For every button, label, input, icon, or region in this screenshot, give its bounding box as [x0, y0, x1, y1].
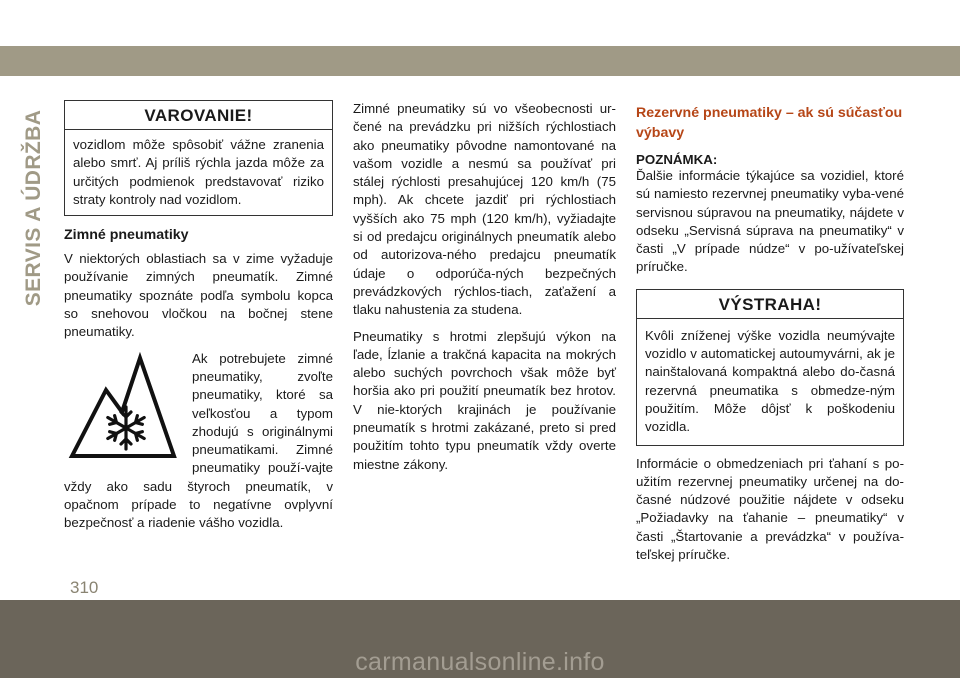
paragraph-winter-usage: Ak potrebujete zimné pneumatiky, zvoľte pneumatiky, ktoré sa veľkosťou a typom zhodujú s originálnymi pneumatikami. Zimné pneumatiky použí-vajte vždy ako sadu štyroch pneumatík, v opačnom prípade to negatívne ovplyvní bezpečnosť a riadenie vášho vozidla. [64, 350, 333, 531]
caution-box [636, 289, 904, 446]
watermark-text: carmanualsonline.info [355, 648, 605, 676]
winter-tire-symbol-block [64, 350, 333, 533]
paragraph-winter-intro: V niektorých oblastiach sa v zime vyžaduje používanie zimných pneumatík. Zimné pneumatiky spoznáte podľa symbolu kopca so snehovou vločkou na bočnej stene pneumatiky. [64, 251, 333, 340]
column-right [636, 103, 904, 564]
warning-text: vozidlom môže spôsobiť vážne zranenia alebo smrť. Aj príliš rýchla jazda môže za určitých podmienok predstavovať riziko straty kontroly nad vozidlom. [73, 137, 324, 207]
paragraph-towing-spare: Informácie o obmedzeniach pri ťahaní s po-užitím rezervnej pneumatiky určenej na do-časné núdzové použitie nájdete v odseku „Požiadavky na ťahanie – pneumatiky“ v časti „Štartovanie a prevádzka“ v používa-teľskej príručke. [636, 455, 904, 563]
header-band [0, 46, 960, 76]
note-label: POZNÁMKA: [636, 152, 718, 167]
mountain-snowflake-icon [66, 352, 178, 462]
warning-title: VAROVANIE! [65, 101, 332, 130]
column-left [64, 100, 333, 533]
section-heading-winter-tires: Zimné pneumatiky [64, 227, 189, 244]
note-text: Ďalšie informácie týkajúce sa vozidiel, ktoré sú namiesto rezervnej pneumatiky vyba-vené servisnou súpravou na pneumatiky, nájdete v odseku „Servisná súprava na pneumatiky“ v časti „V prípade núdze“ v po-užívateľskej príručke. [636, 168, 904, 275]
paragraph-studded-tires: Pneumatiky s hrotmi zlepšujú výkon na ľade, ĺzlanie a trakčná kapacita na mokrých alebo suchých povrchoch však môže byť horšia ako pri použití pneumatík bez hrotov. V nie-ktorých krajinách je používanie pneumatík s hrotmi zakázané, preto si pred použitím tohto typu pneumatík vždy overte miestne zákony. [353, 328, 616, 472]
chapter-side-label [14, 100, 54, 315]
caution-title: VÝSTRAHA! [637, 290, 903, 319]
page-number: 310 [70, 578, 99, 597]
column-middle [353, 100, 616, 474]
paragraph-speed-rating: Zimné pneumatiky sú vo všeobecnosti ur-čené na prevádzku pri nižších rýchlostiach ako pneumatiky pôvodne namontované na vašom vozidle a nesmú sa používať pri stálej rýchlosti presahujúcej 120 km/h (75 mph). Ak chcete jazdiť pri rýchlostiach vyšších ako 75 mph (120 km/h), vyžiadajte si od predajcu originálnych pneumatík alebo od autorizova-ného predajcu pneumatík údaje o odporúča-ných bezpečných prevádzkových rýchlos-tiach, zaťažení a tlaku nahustenia za studena. [353, 101, 616, 318]
chapter-title: SERVIS A ÚDRŽBA [22, 109, 45, 306]
caution-text: Kvôli zníženej výške vozidla neumývajte vozidlo v automatickej autoumyvárni, ak je nainštalovaná kompaktná alebo do-časná rezervná pneumatika s obmedze-ným použitím. Môže dôjsť k poškodeniu vozidla. [645, 327, 895, 435]
section-heading-spare-tires: Rezervné pneumatiky – ak sú súčasťou výbavy [636, 105, 903, 141]
warning-box [64, 100, 333, 216]
